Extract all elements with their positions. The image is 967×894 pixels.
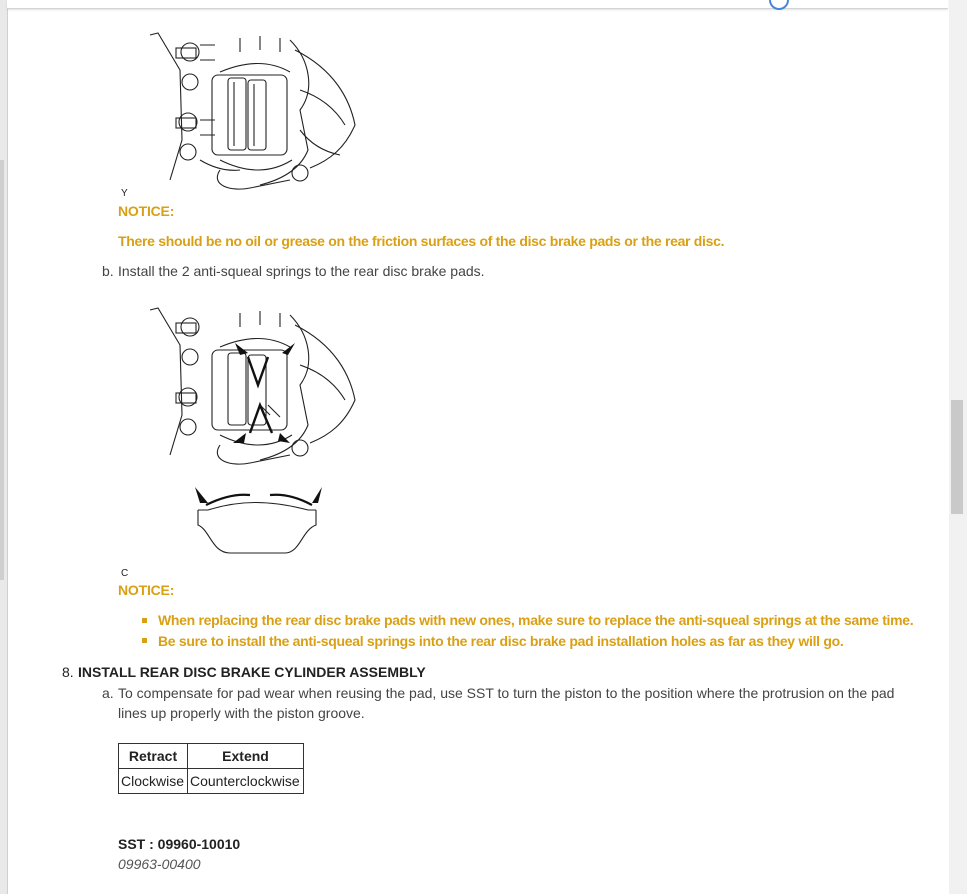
notice-item-2: Be sure to install the anti-squeal springs into the rear disc brake pad installation holes as far as they will go.	[158, 633, 844, 649]
vertical-scrollbar[interactable]	[949, 0, 967, 894]
table-row	[119, 769, 304, 794]
sst-number: SST : 09960-10010	[118, 836, 241, 852]
brake-caliper-figure-1	[140, 30, 370, 195]
step-b-marker: b.	[102, 263, 114, 279]
left-scroll-track	[0, 0, 7, 894]
bullet-icon	[142, 618, 147, 623]
table-header-retract: Retract	[119, 744, 188, 769]
bullet-icon	[142, 638, 147, 643]
top-toolbar-edge	[7, 0, 948, 9]
figure-label-c: C	[121, 568, 129, 579]
step-8-number: 8.	[62, 664, 74, 680]
notice-title: NOTICE:	[118, 203, 175, 219]
notice-item-1: When replacing the rear disc brake pads with new ones, make sure to replace the anti-squeal springs at the same time.	[158, 612, 914, 628]
step-8-title: INSTALL REAR DISC BRAKE CYLINDER ASSEMBLY	[78, 664, 426, 680]
step-a-line-2: lines up properly with the piston groove.	[118, 705, 365, 721]
left-scroll-thumb[interactable]	[0, 160, 4, 580]
sst-sub-number: 09963-00400	[118, 856, 201, 872]
brake-caliper-figure-2	[140, 305, 370, 560]
rotation-table	[118, 743, 304, 794]
table-cell-retract: Clockwise	[119, 769, 188, 794]
toolbar-circle-icon[interactable]	[769, 0, 789, 10]
notice-text: There should be no oil or grease on the friction surfaces of the disc brake pads or the rear disc.	[118, 233, 725, 249]
table-cell-extend: Counterclockwise	[188, 769, 304, 794]
table-header-extend: Extend	[188, 744, 304, 769]
notice-title-2: NOTICE:	[118, 582, 175, 598]
step-a-marker: a.	[102, 685, 114, 701]
scrollbar-thumb[interactable]	[951, 400, 963, 514]
step-b-text: Install the 2 anti-squeal springs to the rear disc brake pads.	[118, 263, 485, 279]
step-a-line-1: To compensate for pad wear when reusing the pad, use SST to turn the piston to the position where the protrusion on the pad	[118, 685, 895, 701]
figure-label-y: Y	[121, 188, 128, 199]
